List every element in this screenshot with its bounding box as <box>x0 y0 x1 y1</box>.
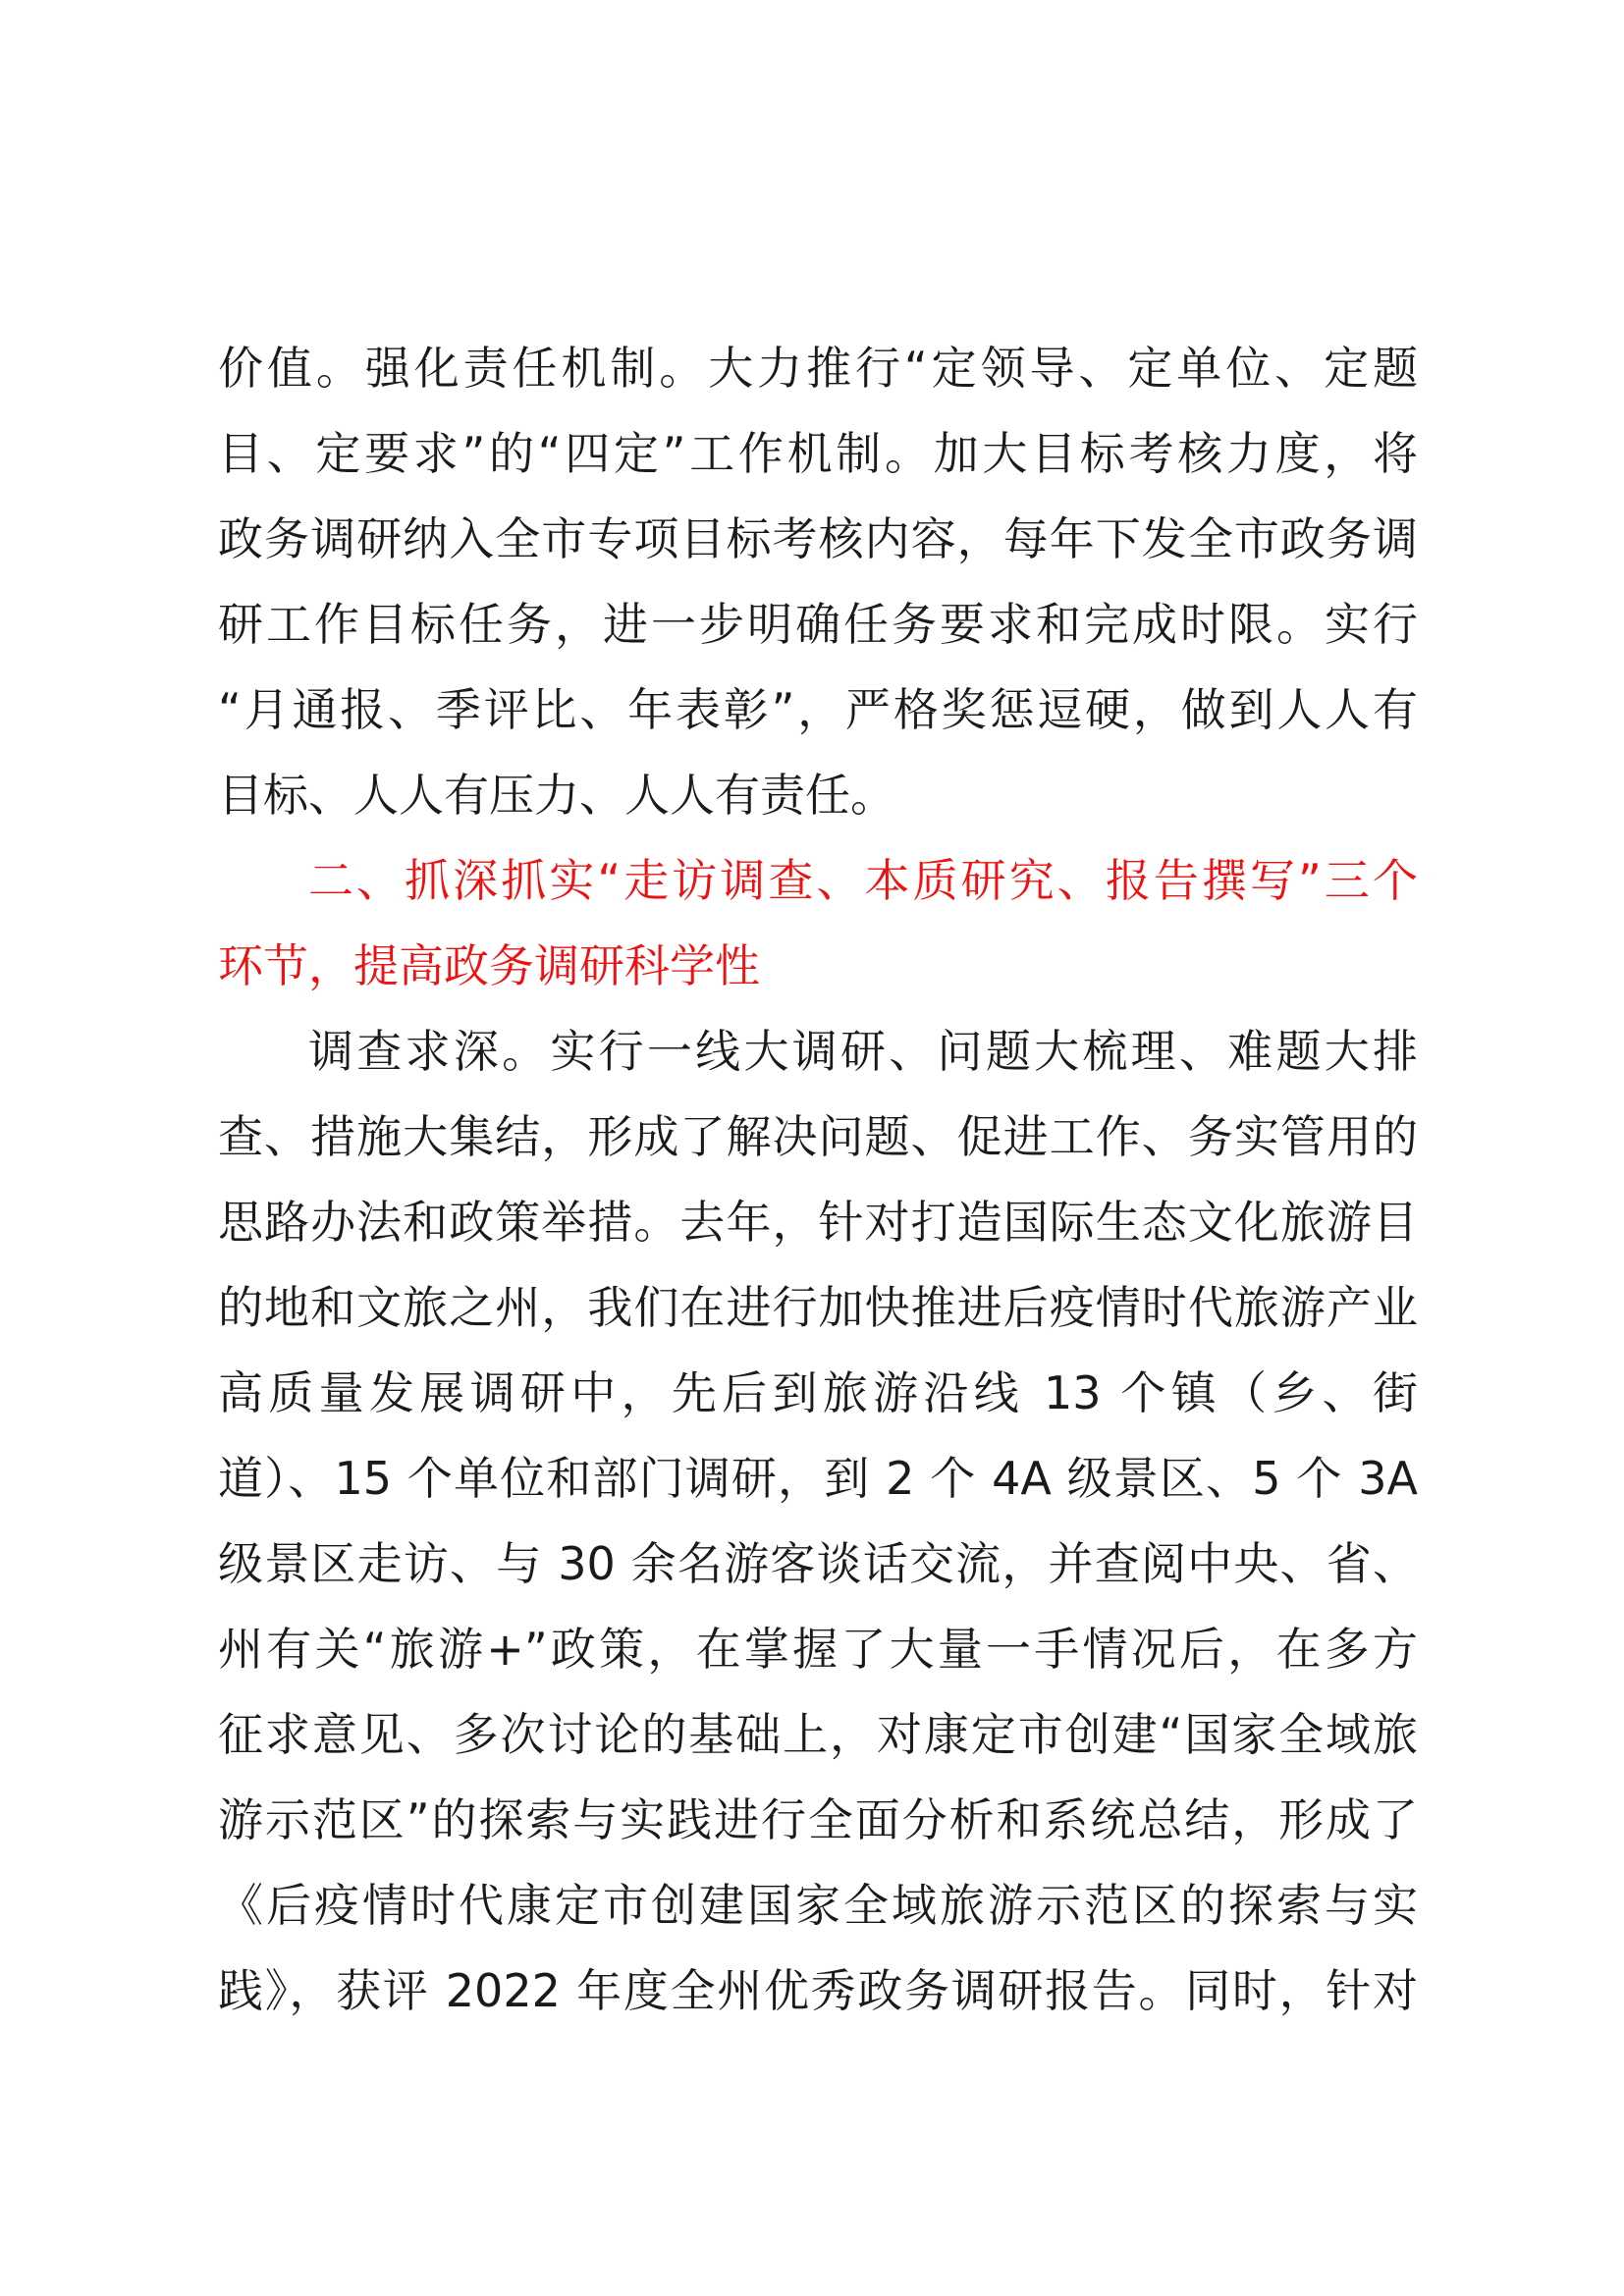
text-line: 游示范区”的探索与实践进行全面分析和系统总结，形成了 <box>218 1793 1418 1846</box>
text-line: 价值。强化责任机制。大力推行“定领导、定单位、定题 <box>218 342 1418 395</box>
paragraph-responsibility-mechanism <box>218 326 1418 838</box>
text-line: 的地和文旅之州，我们在进行加快推进后疫情时代旅游产业 <box>218 1281 1418 1334</box>
text-line: 州有关“旅游+”政策，在掌握了大量一手情况后，在多方 <box>218 1623 1418 1676</box>
text-line: 级景区走访、与 30 余名游客谈话交流，并查阅中央、省、 <box>218 1537 1418 1590</box>
document-page <box>218 326 1418 2034</box>
text-line: 高质量发展调研中，先后到旅游沿线 13 个镇（乡、街 <box>218 1366 1418 1419</box>
text-line: “月通报、季评比、年表彰”，严格奖惩逗硬，做到人人有 <box>218 683 1418 736</box>
text-line: 道）、15 个单位和部门调研，到 2 个 4A 级景区、5 个 3A <box>218 1452 1418 1505</box>
text-line: 践》，获评 2022 年度全州优秀政务调研报告。同时，针对 <box>218 1964 1418 2017</box>
heading-line: 二、抓深抓实“走访调查、本质研究、报告撰写”三个 <box>308 854 1418 907</box>
text-line: 思路办法和政策举措。去年，针对打造国际生态文化旅游目 <box>218 1196 1418 1249</box>
heading-line: 环节，提高政务调研科学性 <box>218 939 760 992</box>
text-line: 《后疫情时代康定市创建国家全域旅游示范区的探索与实 <box>218 1879 1418 1932</box>
section-heading-two <box>218 838 1418 1009</box>
text-line: 查、措施大集结，形成了解决问题、促进工作、务实管用的 <box>218 1110 1418 1163</box>
text-line: 征求意见、多次讨论的基础上，对康定市创建“国家全域旅 <box>218 1708 1418 1761</box>
text-line: 政务调研纳入全市专项目标考核内容，每年下发全市政务调 <box>218 512 1418 565</box>
text-line: 目、定要求”的“四定”工作机制。加大目标考核力度，将 <box>218 427 1418 480</box>
text-line: 目标、人人有压力、人人有责任。 <box>218 769 895 822</box>
paragraph-investigation <box>218 1009 1418 2034</box>
text-line: 调查求深。实行一线大调研、问题大梳理、难题大排 <box>308 1025 1418 1078</box>
text-line: 研工作目标任务，进一步明确任务要求和完成时限。实行 <box>218 598 1418 651</box>
